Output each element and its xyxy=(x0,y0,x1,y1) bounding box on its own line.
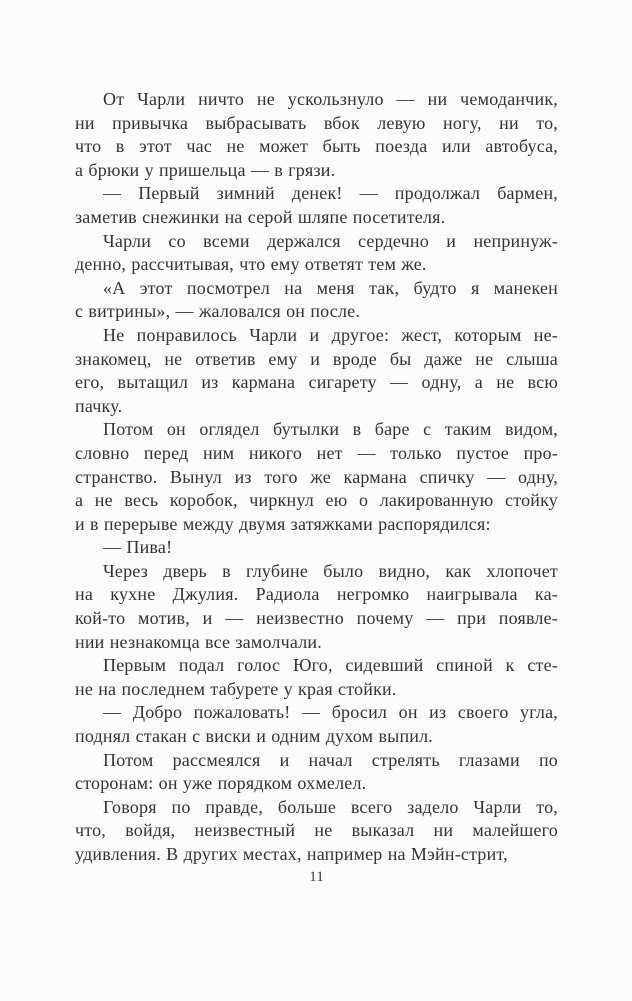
paragraph xyxy=(75,654,558,701)
text-line: знакомец, не ответив ему и вроде бы даже не слыша xyxy=(75,348,558,369)
text-line: с витрины», — жаловался он после. xyxy=(75,301,361,322)
text-line: «А этот посмотрел на меня так, будто я манекен xyxy=(103,277,558,298)
text-line: Чарли со всеми держался сердечно и непринуж- xyxy=(103,230,558,251)
text-line: ни привычка выбрасывать вбок левую ногу, ни то, xyxy=(75,112,558,133)
text-line: Через дверь в глубине было видно, как хлопочет xyxy=(103,560,558,581)
text-line: — Пива! xyxy=(103,537,173,558)
text-line: Не понравилось Чарли и другое: жест, которым не- xyxy=(103,324,558,345)
text-line: что в этот час не может быть поезда или автобуса, xyxy=(75,136,558,157)
paragraph xyxy=(75,230,558,277)
paragraph xyxy=(75,796,558,867)
text-line: кой-то мотив, и — неизвестно почему — при появле- xyxy=(75,608,558,629)
text-line: пачку. xyxy=(75,395,123,416)
text-line: поднял стакан с виски и одним духом выпил. xyxy=(75,726,434,747)
text-line: денно, рассчитывая, что ему ответят тем же. xyxy=(75,254,427,275)
text-block xyxy=(75,88,558,867)
paragraph xyxy=(75,701,558,748)
paragraph xyxy=(75,88,558,182)
text-line: а не весь коробок, чиркнул ею о лакированную стойку xyxy=(75,490,558,511)
paragraph xyxy=(75,536,558,560)
paragraph xyxy=(75,749,558,796)
text-line: Потом рассмеялся и начал стрелять глазами по xyxy=(103,749,558,770)
text-line: От Чарли ничто не ускользнуло — ни чемоданчик, xyxy=(103,89,558,109)
text-line: странство. Вынул из того же кармана спичку — одну, xyxy=(75,466,558,487)
text-line: словно перед ним никого нет — только пустое про- xyxy=(75,442,558,463)
text-line: Первым подал голос Юго, сидевший спиной к сте- xyxy=(103,655,558,676)
text-line: на кухне Джулия. Радиола негромко наигрывала ка- xyxy=(75,584,558,605)
text-line: Потом он оглядел бутылки в баре с таким видом, xyxy=(103,419,558,440)
paragraph xyxy=(75,418,558,536)
paragraph xyxy=(75,277,558,324)
text-line: что, войдя, неизвестный не выказал ни малейшего xyxy=(75,820,558,841)
paragraph xyxy=(75,182,558,229)
text-line: и в перерыве между двумя затяжками распорядился: xyxy=(75,513,491,534)
text-line: сторонам: он уже порядком охмелел. xyxy=(75,773,367,794)
text-line: нии незнакомца все замолчали. xyxy=(75,631,322,652)
text-line: — Первый зимний денек! — продолжал бармен, xyxy=(103,183,558,204)
text-line: его, вытащил из кармана сигарету — одну, а не всю xyxy=(75,372,558,393)
text-line: — Добро пожаловать! — бросил он из своего угла, xyxy=(103,702,558,723)
page-number: 11 xyxy=(309,869,324,885)
text-line: а брюки у пришельца — в грязи. xyxy=(75,159,336,180)
text-line: заметив снежинки на серой шляпе посетителя. xyxy=(75,206,446,227)
text-line: Говоря по правде, больше всего задело Чарли то, xyxy=(103,796,558,817)
text-line: не на последнем табурете у края стойки. xyxy=(75,678,397,699)
paragraph xyxy=(75,560,558,654)
text-line: удивления. В других местах, например на Мэйн-стрит, xyxy=(75,844,508,864)
paragraph xyxy=(75,324,558,418)
